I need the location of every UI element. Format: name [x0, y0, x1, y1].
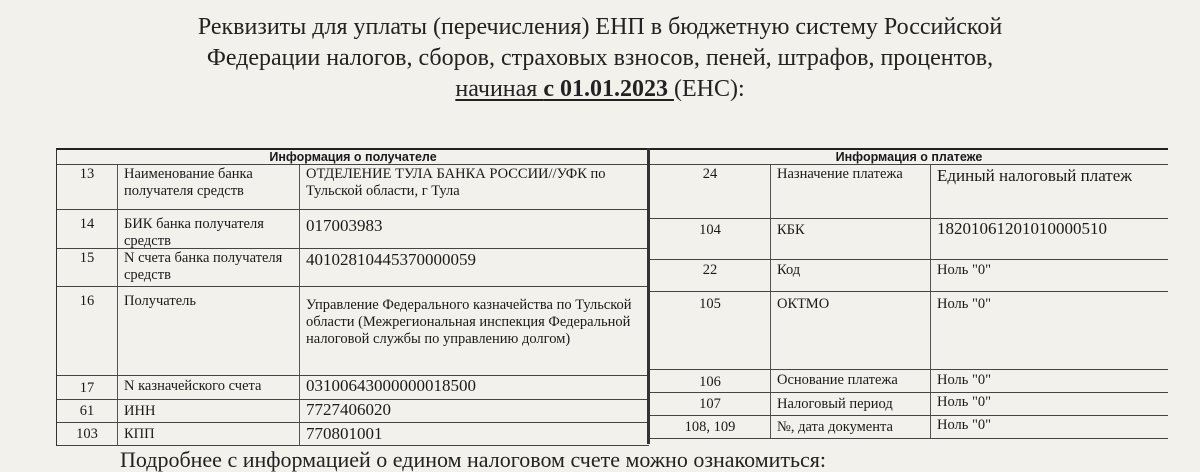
field-number: 104 [699, 222, 721, 238]
field-number: 22 [702, 262, 718, 278]
field-value: Ноль "0" [930, 393, 1168, 415]
requisites-table [56, 148, 1168, 444]
field-number: 106 [699, 374, 721, 390]
field-number: 103 [76, 426, 98, 442]
title-line-2: Федерации налогов, сборов, страховых взносов, пеней, штрафов, процентов, [206, 45, 994, 71]
field-number: 15 [79, 250, 95, 266]
field-number: 24 [702, 166, 718, 182]
field-value: Ноль "0" [930, 292, 1168, 369]
field-label: Получатель [117, 287, 299, 375]
field-label: ИНН [117, 400, 299, 422]
field-value: 017003983 [299, 210, 649, 248]
field-number: 108, 109 [684, 419, 736, 435]
field-number: 107 [699, 396, 721, 412]
recipient-header: Информация о получателе [57, 150, 649, 165]
field-label: Налоговый период [770, 393, 930, 415]
field-number: 13 [79, 166, 95, 182]
field-value: Единый налоговый платеж [930, 165, 1168, 218]
field-label: N счета банка получателя средств [117, 249, 299, 286]
table-row [57, 165, 649, 210]
recipient-section [56, 148, 649, 446]
title-line-1: Реквизиты для уплаты (перечисления) ЕНП в бюджетную систему Российской [197, 14, 1003, 40]
field-value: 18201061201010000510 [930, 219, 1168, 259]
field-label: Назначение платежа [770, 165, 930, 218]
table-row [650, 416, 1168, 439]
field-label: Основание платежа [770, 370, 930, 392]
field-value: Управление Федерального казначейства по Тульской области (Межрегиональная инспекция Федеральной налоговой службы по управлению долгом) [299, 287, 649, 375]
payment-section [650, 148, 1168, 446]
field-label: Код [770, 260, 930, 291]
table-row [57, 210, 649, 249]
table-row [650, 393, 1168, 416]
field-label: ОКТМО [770, 292, 930, 369]
document-title [0, 12, 1200, 105]
title-line-3 [0, 74, 1200, 105]
field-label: КБК [770, 219, 930, 259]
title-date: с 01.01.2023 [543, 76, 674, 102]
table-row [650, 219, 1168, 260]
field-value: 40102810445370000059 [299, 249, 649, 286]
table-row [57, 423, 649, 446]
field-label: БИК банка получателя средств [117, 210, 299, 248]
field-value: 7727406020 [299, 400, 649, 422]
field-label: Наименование банка получателя средств [117, 165, 299, 209]
field-number: 14 [79, 216, 95, 232]
table-row [650, 260, 1168, 292]
field-value: Ноль "0" [930, 260, 1168, 291]
field-label: N казначейского счета [117, 376, 299, 399]
field-number: 61 [79, 403, 95, 419]
title-underlined-part [455, 76, 674, 102]
table-row [650, 370, 1168, 393]
footer-note: Подробнее с информацией о едином налоговом счете можно ознакомиться: [120, 447, 827, 472]
field-value: Ноль "0" [930, 370, 1168, 392]
table-row [57, 287, 649, 376]
title-suffix: (ЕНС): [673, 76, 745, 102]
field-number: 105 [699, 296, 721, 312]
field-number: 16 [79, 293, 95, 309]
field-value: 03100643000000018500 [299, 376, 649, 399]
table-row [57, 249, 649, 287]
title-prefix: начиная [455, 76, 544, 102]
table-row [57, 400, 649, 423]
table-row [650, 292, 1168, 370]
table-row [57, 376, 649, 400]
field-label: №, дата документа [770, 416, 930, 438]
payment-header: Информация о платеже [650, 150, 1168, 165]
field-value: 770801001 [299, 423, 649, 445]
table-row [650, 165, 1168, 219]
field-label: КПП [117, 423, 299, 445]
field-value: Ноль "0" [930, 416, 1168, 438]
field-number: 17 [79, 380, 95, 396]
field-value: ОТДЕЛЕНИЕ ТУЛА БАНКА РОССИИ//УФК по Тульской области, г Тула [299, 165, 649, 209]
